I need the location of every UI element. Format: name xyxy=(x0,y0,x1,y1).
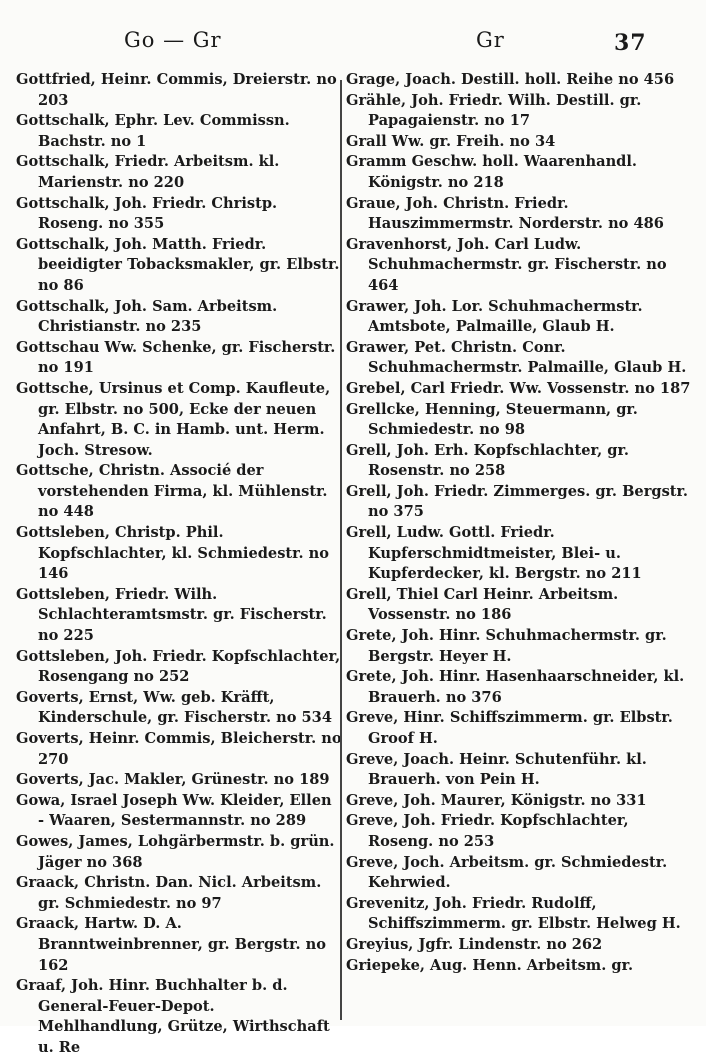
directory-entry: Gottschalk, Friedr. Arbeitsm. kl. Marienstr. no 220 xyxy=(16,153,280,191)
directory-entry: Gottsche, Christn. Associé der vorstehenden Firma, kl. Mühlenstr. no 448 xyxy=(16,462,328,521)
directory-entry: Gottschau Ww. Schenke, gr. Fischerstr. no 191 xyxy=(16,338,336,377)
directory-entry: Grell, Thiel Carl Heinr. Arbeitsm. Vossenstr. no 186 xyxy=(346,585,619,624)
directory-entry: Gottsleben, Christp. Phil. Kopfschlachter, kl. Schmiedestr. no 146 xyxy=(16,524,330,583)
directory-entry: Greve, Hinr. Schiffszimmerm. gr. Elbstr. Groof H. xyxy=(346,709,673,747)
directory-entry: Greyius, Jgfr. Lindenstr. no 262 xyxy=(346,935,603,953)
directory-entry: Grell, Ludw. Gottl. Friedr. Kupferschmidtmeister, Blei- u. Kupferdecker, kl. Bergstr. no 211 xyxy=(346,524,642,583)
directory-entry: Graaf, Joh. Hinr. Buchhalter b. d. General-Feuer-Depot. Mehlhandlung, Grütze, Wirthschaft u. Re xyxy=(16,977,330,1056)
directory-entry: Gottschalk, Joh. Sam. Arbeitsm. Christianstr. no 235 xyxy=(16,297,278,336)
directory-entry: Grebel, Carl Friedr. Ww. Vossenstr. no 187 xyxy=(346,379,691,397)
directory-entry: Grete, Joh. Hinr. Schuhmachermstr. gr. Bergstr. Heyer H. xyxy=(346,627,667,665)
directory-entry: Greve, Joh. Maurer, Königstr. no 331 xyxy=(346,791,647,809)
running-head-left: Go — Gr xyxy=(124,28,222,52)
directory-entry: Gowa, Israel Joseph Ww. Kleider, Ellen - Waaren, Sestermannstr. no 289 xyxy=(16,791,332,830)
directory-entry: Goverts, Ernst, Ww. geb. Kräfft, Kinderschule, gr. Fischerstr. no 534 xyxy=(16,688,332,727)
directory-entry: Gottsleben, Friedr. Wilh. Schlachteramtsmstr. gr. Fischerstr. no 225 xyxy=(16,585,327,645)
directory-entry: Graack, Christn. Dan. Nicl. Arbeitsm. gr. Schmiedestr. no 97 xyxy=(16,874,322,912)
directory-entry: Gottsche, Ursinus et Comp. Kaufleute, gr. Elbstr. no 500, Ecke der neuen Anfahrt, B. C. in Hamb. unt. Herm. Joch. Stresow. xyxy=(16,379,331,459)
directory-entry: Grellcke, Henning, Steuermann, gr. Schmiedestr. no 98 xyxy=(346,400,638,439)
running-head-right: Gr xyxy=(476,28,505,52)
directory-entry: Goverts, Heinr. Commis, Bleicherstr. no 270 xyxy=(16,730,342,768)
directory-entry: Gramm Geschw. holl. Waarenhandl. Königstr. no 218 xyxy=(346,153,638,191)
directory-entry: Griepeke, Aug. Henn. Arbeitsm. gr. xyxy=(346,956,634,974)
directory-entry: Graue, Joh. Christn. Friedr. Hauszimmermstr. Norderstr. no 486 xyxy=(346,194,664,233)
directory-entry: Grall Ww. gr. Freih. no 34 xyxy=(346,132,556,150)
directory-entry: Greve, Joch. Arbeitsm. gr. Schmiedestr. Kehrwied. xyxy=(346,853,668,892)
directory-entry: Grell, Joh. Erh. Kopfschlachter, gr. Rosenstr. no 258 xyxy=(346,441,629,480)
page-number: 37 xyxy=(614,30,647,56)
directory-entry: Graack, Hartw. D. A. Branntweinbrenner, gr. Bergstr. no 162 xyxy=(16,915,326,974)
directory-entry: Grawer, Pet. Christn. Conr. Schuhmachermstr. Palmaille, Glaub H. xyxy=(346,338,687,377)
directory-entry: Gottfried, Heinr. Commis, Dreierstr. no 203 xyxy=(16,71,337,109)
column-divider xyxy=(340,80,342,1020)
directory-entry: Grevenitz, Joh. Friedr. Rudolff, Schiffszimmerm. gr. Elbstr. Helweg H. xyxy=(346,894,681,933)
directory-entry: Grawer, Joh. Lor. Schuhmachermstr. Amtsbote, Palmaille, Glaub H. xyxy=(346,297,643,336)
directory-entry: Gottsleben, Joh. Friedr. Kopfschlachter, Rosengang no 252 xyxy=(16,647,341,686)
directory-entry: Gottschalk, Joh. Friedr. Christp. Roseng. no 355 xyxy=(16,194,278,233)
right-column xyxy=(346,70,698,976)
directory-entry: Grähle, Joh. Friedr. Wilh. Destill. gr. Papagaienstr. no 17 xyxy=(346,91,642,130)
directory-entry: Gravenhorst, Joh. Carl Ludw. Schuhmachermstr. gr. Fischerstr. no 464 xyxy=(346,235,667,294)
directory-entry: Greve, Joh. Friedr. Kopfschlachter, Roseng. no 253 xyxy=(346,812,629,850)
directory-entry: Grell, Joh. Friedr. Zimmerges. gr. Bergstr. no 375 xyxy=(346,482,688,521)
directory-entry: Goverts, Jac. Makler, Grünestr. no 189 xyxy=(16,771,330,789)
directory-entry: Gowes, James, Lohgärbermstr. b. grün. Jäger no 368 xyxy=(16,832,335,871)
left-column xyxy=(16,70,342,1059)
directory-entry: Gottschalk, Joh. Matth. Friedr. beeidigter Tobacksmakler, gr. Elbstr. no 86 xyxy=(16,235,340,294)
directory-entry: Greve, Joach. Heinr. Schutenführ. kl. Brauerh. von Pein H. xyxy=(346,750,647,789)
directory-entry: Gottschalk, Ephr. Lev. Commissn. Bachstr. no 1 xyxy=(16,112,290,150)
directory-entry: Grage, Joach. Destill. holl. Reihe no 456 xyxy=(346,71,675,88)
directory-entry: Grete, Joh. Hinr. Hasenhaarschneider, kl. Brauerh. no 376 xyxy=(346,668,685,706)
